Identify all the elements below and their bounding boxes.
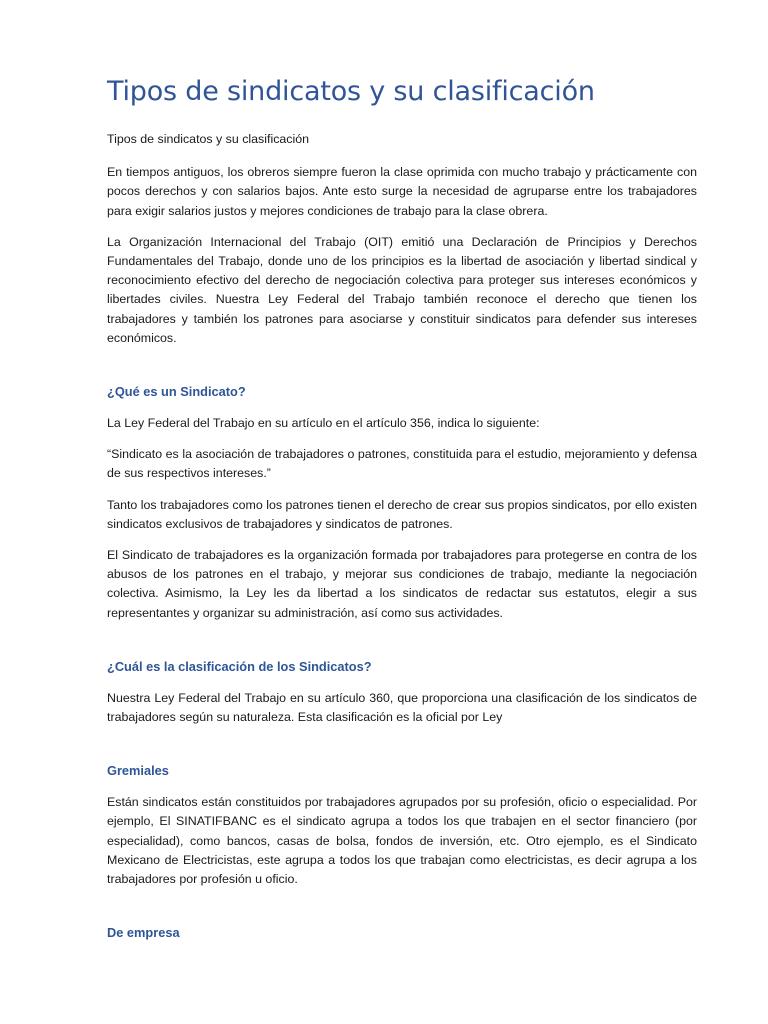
section-heading-de-empresa: De empresa bbox=[107, 925, 180, 941]
section-1-quote: “Sindicato es la asociación de trabajadores o patrones, constituida para el estudio, mejoramiento y defensa de sus respectivos intereses.” bbox=[107, 447, 697, 481]
document-title: Tipos de sindicatos y su clasificación bbox=[107, 76, 595, 107]
section-1-paragraph-1: La Ley Federal del Trabajo en su artículo en el artículo 356, indica lo siguiente: bbox=[107, 416, 540, 431]
section-1-paragraph-4: El Sindicato de trabajadores es la organización formada por trabajadores para protegerse en contra de los abusos de los patrones en el trabajo, y mejorar sus condiciones de trabajo, mediante la negociación colectiva. Asimismo, la Ley les da libertad a los sindicatos de redactar sus estatutos, elegir a sus representantes y organizar su administración, así como sus actividades. bbox=[107, 548, 697, 620]
section-2-paragraph-1: Nuestra Ley Federal del Trabajo en su artículo 360, que proporciona una clasificación de los sindicatos de trabajadores según su naturaleza. Esta clasificación es la oficial por Ley bbox=[107, 690, 697, 725]
section-heading-gremiales: Gremiales bbox=[107, 763, 169, 779]
section-heading-clasificacion: ¿Cuál es la clasificación de los Sindicatos? bbox=[107, 658, 372, 674]
document-subtitle: Tipos de sindicatos y su clasificación bbox=[107, 132, 310, 146]
intro-paragraph-2: La Organización Internacional del Trabajo (OIT) emitió una Declaración de Principios y Derechos Fundamentales del Trabajo, donde uno de los principios es la libertad de asociación y libertad sindical y reconocimiento efectivo del derecho de negociación colectiva para proteger sus intereses económicos y libertades civiles. Nuestra Ley Federal del Trabajo también reconoce el derecho que tienen los trabajadores y también los patrones para asociarse y constituir sindicatos para defender sus intereses económicos. bbox=[107, 234, 697, 345]
section-1-paragraph-3: Tanto los trabajadores como los patrones tienen el derecho de crear sus propios sindicatos, por ello existen sindicatos exclusivos de trabajadores y sindicatos de patrones. bbox=[107, 497, 697, 531]
intro-paragraph-1: En tiempos antiguos, los obreros siempre fueron la clase oprimida con mucho trabajo y prácticamente con pocos derechos y con salarios bajos. Ante esto surge la necesidad de agruparse entre los trabajadores para exigir salarios justos y mejores condiciones de trabajo para la clase obrera. bbox=[107, 165, 697, 218]
section-heading-que-es-sindicato: ¿Qué es un Sindicato? bbox=[107, 384, 246, 400]
section-3-paragraph-1: Están sindicatos están constituidos por trabajadores agrupados por su profesión, oficio o especialidad. Por ejemplo, El SINATIFBANC es el sindicato agrupa a todos los que trabajen en el sector financiero (por especialidad), como bancos, casas de bolsa, fondos de inversión, etc. Otro ejemplo, es el Sindicato Mexicano de Electricistas, este agrupa a todos los que trabajan como electricistas, es decir agrupa a los trabajadores por profesión u oficio. bbox=[107, 795, 697, 887]
